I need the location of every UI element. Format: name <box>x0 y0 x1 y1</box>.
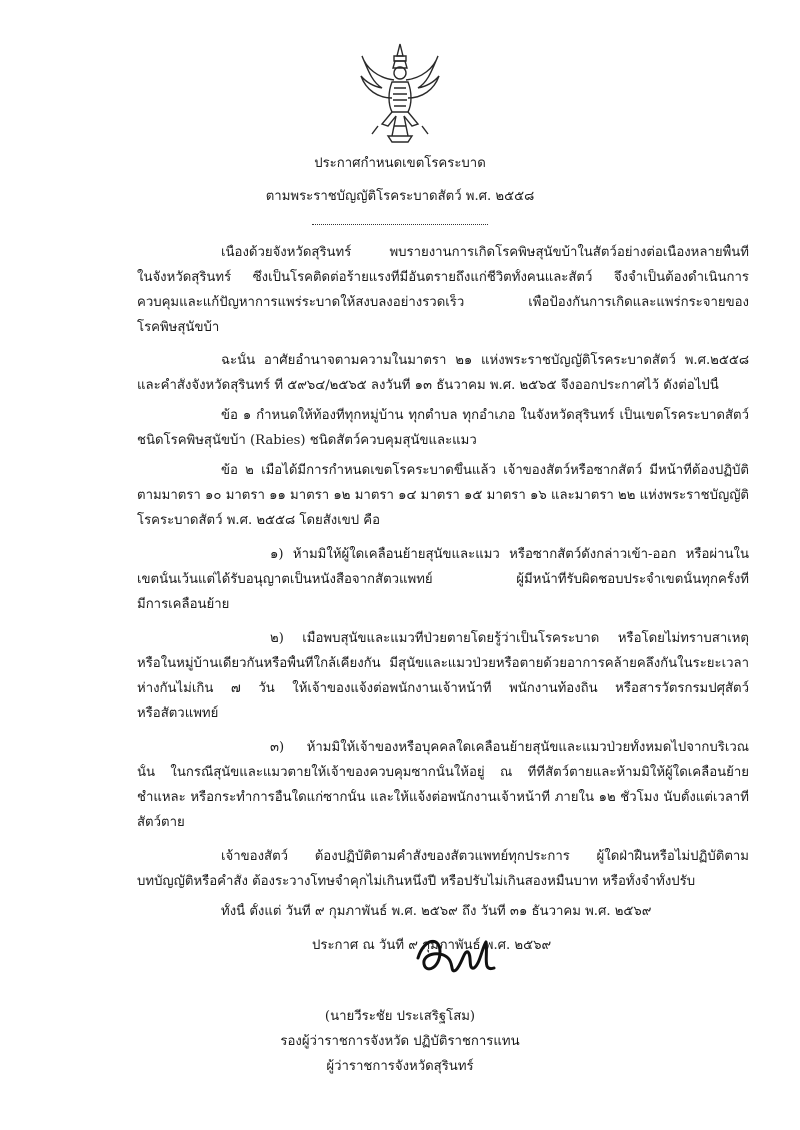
signer-office: ผู้ว่าราชการจังหวัดสุรินทร์ <box>326 1059 474 1074</box>
subclause-3-line: นั้น ในกรณีสุนัขและแมวตายให้เจ้าของควบคุมซากนั้นให้อยู่ ณ ที่ที่สัตว์ตายและห้ามมิให้ผู้ใดเคลื่อนย้าย <box>137 765 749 780</box>
paragraph-authority-line: ฉะนั้น อาศัยอำนาจตามความในมาตรา ๒๑ แห่งพระราชบัญญัติโรคระบาดสัตว์ พ.ศ.๒๕๕๘ <box>221 353 749 368</box>
subclause-1-line: ๑) ห้ามมิให้ผู้ใดเคลื่อนย้ายสุนัขและแมว หรือซากสัตว์ดังกล่าวเข้า-ออก หรือผ่านใน <box>270 547 749 562</box>
subclause-2-line: ห่างกันไม่เกิน ๗ วัน ให้เจ้าของแจ้งต่อพนักงานเจ้าหน้าที่ พนักงานท้องถิ่น หรือสารวัตรกรมปศุสัตว์ <box>137 681 749 696</box>
effective-period: ทั้งนี้ ตั้งแต่ วันที่ ๙ กุมภาพันธ์ พ.ศ. ๒๕๖๙ ถึง วันที่ ๓๑ ธันวาคม พ.ศ. ๒๕๖๙ <box>221 904 652 919</box>
subclause-3-line: ชำแหละ หรือกระทำการอื่นใดแก่ซากนั้น และให้แจ้งต่อพนักงานเจ้าหน้าที่ ภายใน ๑๒ ชั่วโมง นับตั้งแต่เวลาที่ <box>137 790 749 805</box>
paragraph-intro-line: โรคพิษสุนัขบ้า <box>137 320 220 335</box>
signature <box>410 928 510 990</box>
signer-position: รองผู้ว่าราชการจังหวัด ปฏิบัติราชการแทน <box>280 1034 520 1049</box>
clause-2-line: ตามมาตรา ๑๐ มาตรา ๑๑ มาตรา ๑๒ มาตรา ๑๔ มาตรา ๑๕ มาตรา ๑๖ และมาตรา ๒๒ แห่งพระราชบัญญัติ <box>137 488 749 503</box>
subclause-1-line: มีการเคลื่อนย้าย <box>137 597 230 612</box>
document-subtitle: ตามพระราชบัญญัติโรคระบาดสัตว์ พ.ศ. ๒๕๕๘ <box>265 189 535 204</box>
document-title: ประกาศกำหนดเขตโรคระบาด <box>314 156 486 171</box>
clause-1-line: ชนิดโรคพิษสุนัขบ้า (Rabies) ชนิดสัตว์ควบคุมสุนัขและแมว <box>137 433 477 448</box>
subclause-3-line: ๓) ห้ามมิให้เจ้าของหรือบุคคลใดเคลื่อนย้ายสุนัขและแมวป่วยทั้งหมดไปจากบริเวณ <box>270 740 749 755</box>
subclause-2-line: ๒) เมื่อพบสุนัขและแมวที่ป่วยตายโดยรู้ว่าเป็นโรคระบาด หรือโดยไม่ทราบสาเหตุ <box>270 631 749 646</box>
clause-2-line: ข้อ ๒ เมื่อได้มีการกำหนดเขตโรคระบาดขึ้นแล้ว เจ้าของสัตว์หรือซากสัตว์ มีหน้าที่ต้องปฏิบัติ <box>221 463 749 478</box>
clause-2-line: โรคระบาดสัตว์ พ.ศ. ๒๕๕๘ โดยสังเขป คือ <box>137 513 381 528</box>
paragraph-intro-line: เนื่องด้วยจังหวัดสุรินทร์ พบรายงานการเกิดโรคพิษสุนัขบ้าในสัตว์อย่างต่อเนื่องหลายพื้นที่ <box>221 245 749 260</box>
garuda-emblem <box>358 42 442 144</box>
penalty-line: เจ้าของสัตว์ ต้องปฏิบัติตามคำสั่งของสัตวแพทย์ทุกประการ ผู้ใดฝ่าฝืนหรือไม่ปฏิบัติตาม <box>221 849 749 864</box>
paragraph-intro-line: ในจังหวัดสุรินทร์ ซึ่งเป็นโรคติดต่อร้ายแรงที่มีอันตรายถึงแก่ชีวิตทั้งคนและสัตว์ จึงจำเป็นต้องดำเนินการ <box>137 270 749 285</box>
penalty-line: บทบัญญัติหรือคำสั่ง ต้องระวางโทษจำคุกไม่เกินหนึ่งปี หรือปรับไม่เกินสองหมื่นบาท หรือทั้งจำทั้งปรับ <box>137 874 696 889</box>
clause-1-line: ข้อ ๑ กำหนดให้ท้องที่ทุกหมู่บ้าน ทุกตำบล ทุกอำเภอ ในจังหวัดสุรินทร์ เป็นเขตโรคระบาดสัตว์ <box>221 408 749 423</box>
subclause-1-line: เขตนั้นเว้นแต่ได้รับอนุญาตเป็นหนังสือจากสัตวแพทย์ ผู้มีหน้าที่รับผิดชอบประจำเขตนั้นทุกครั้งที่ <box>137 572 749 587</box>
subclause-2-line: หรือสัตวแพทย์ <box>137 706 219 721</box>
signer-name: (นายวีระชัย ประเสริฐโสม) <box>324 1009 476 1024</box>
subclause-3-line: สัตว์ตาย <box>137 815 185 830</box>
paragraph-intro-line: ควบคุมและแก้ปัญหาการแพร่ระบาดให้สงบลงอย่างรวดเร็ว เพื่อป้องกันการเกิดและแพร่กระจายของ <box>137 295 749 310</box>
announcement-date: ประกาศ ณ วันที่ ๙ กุมภาพันธ์ พ.ศ. ๒๕๖๙ <box>312 938 552 953</box>
dotted-divider <box>312 224 488 225</box>
subclause-2-line: หรือในหมู่บ้านเดียวกันหรือพื้นที่ใกล้เคียงกัน มีสุนัขและแมวป่วยหรือตายด้วยอาการคล้ายคลึงกันในระยะเวลา <box>137 656 749 671</box>
paragraph-authority-line: และคำสั่งจังหวัดสุรินทร์ ที่ ๕๙๖๔/๒๕๖๕ ลงวันที่ ๑๓ ธันวาคม พ.ศ. ๒๕๖๕ จึงออกประกาศไว้ ดังต่อไปนี้ <box>137 378 719 393</box>
